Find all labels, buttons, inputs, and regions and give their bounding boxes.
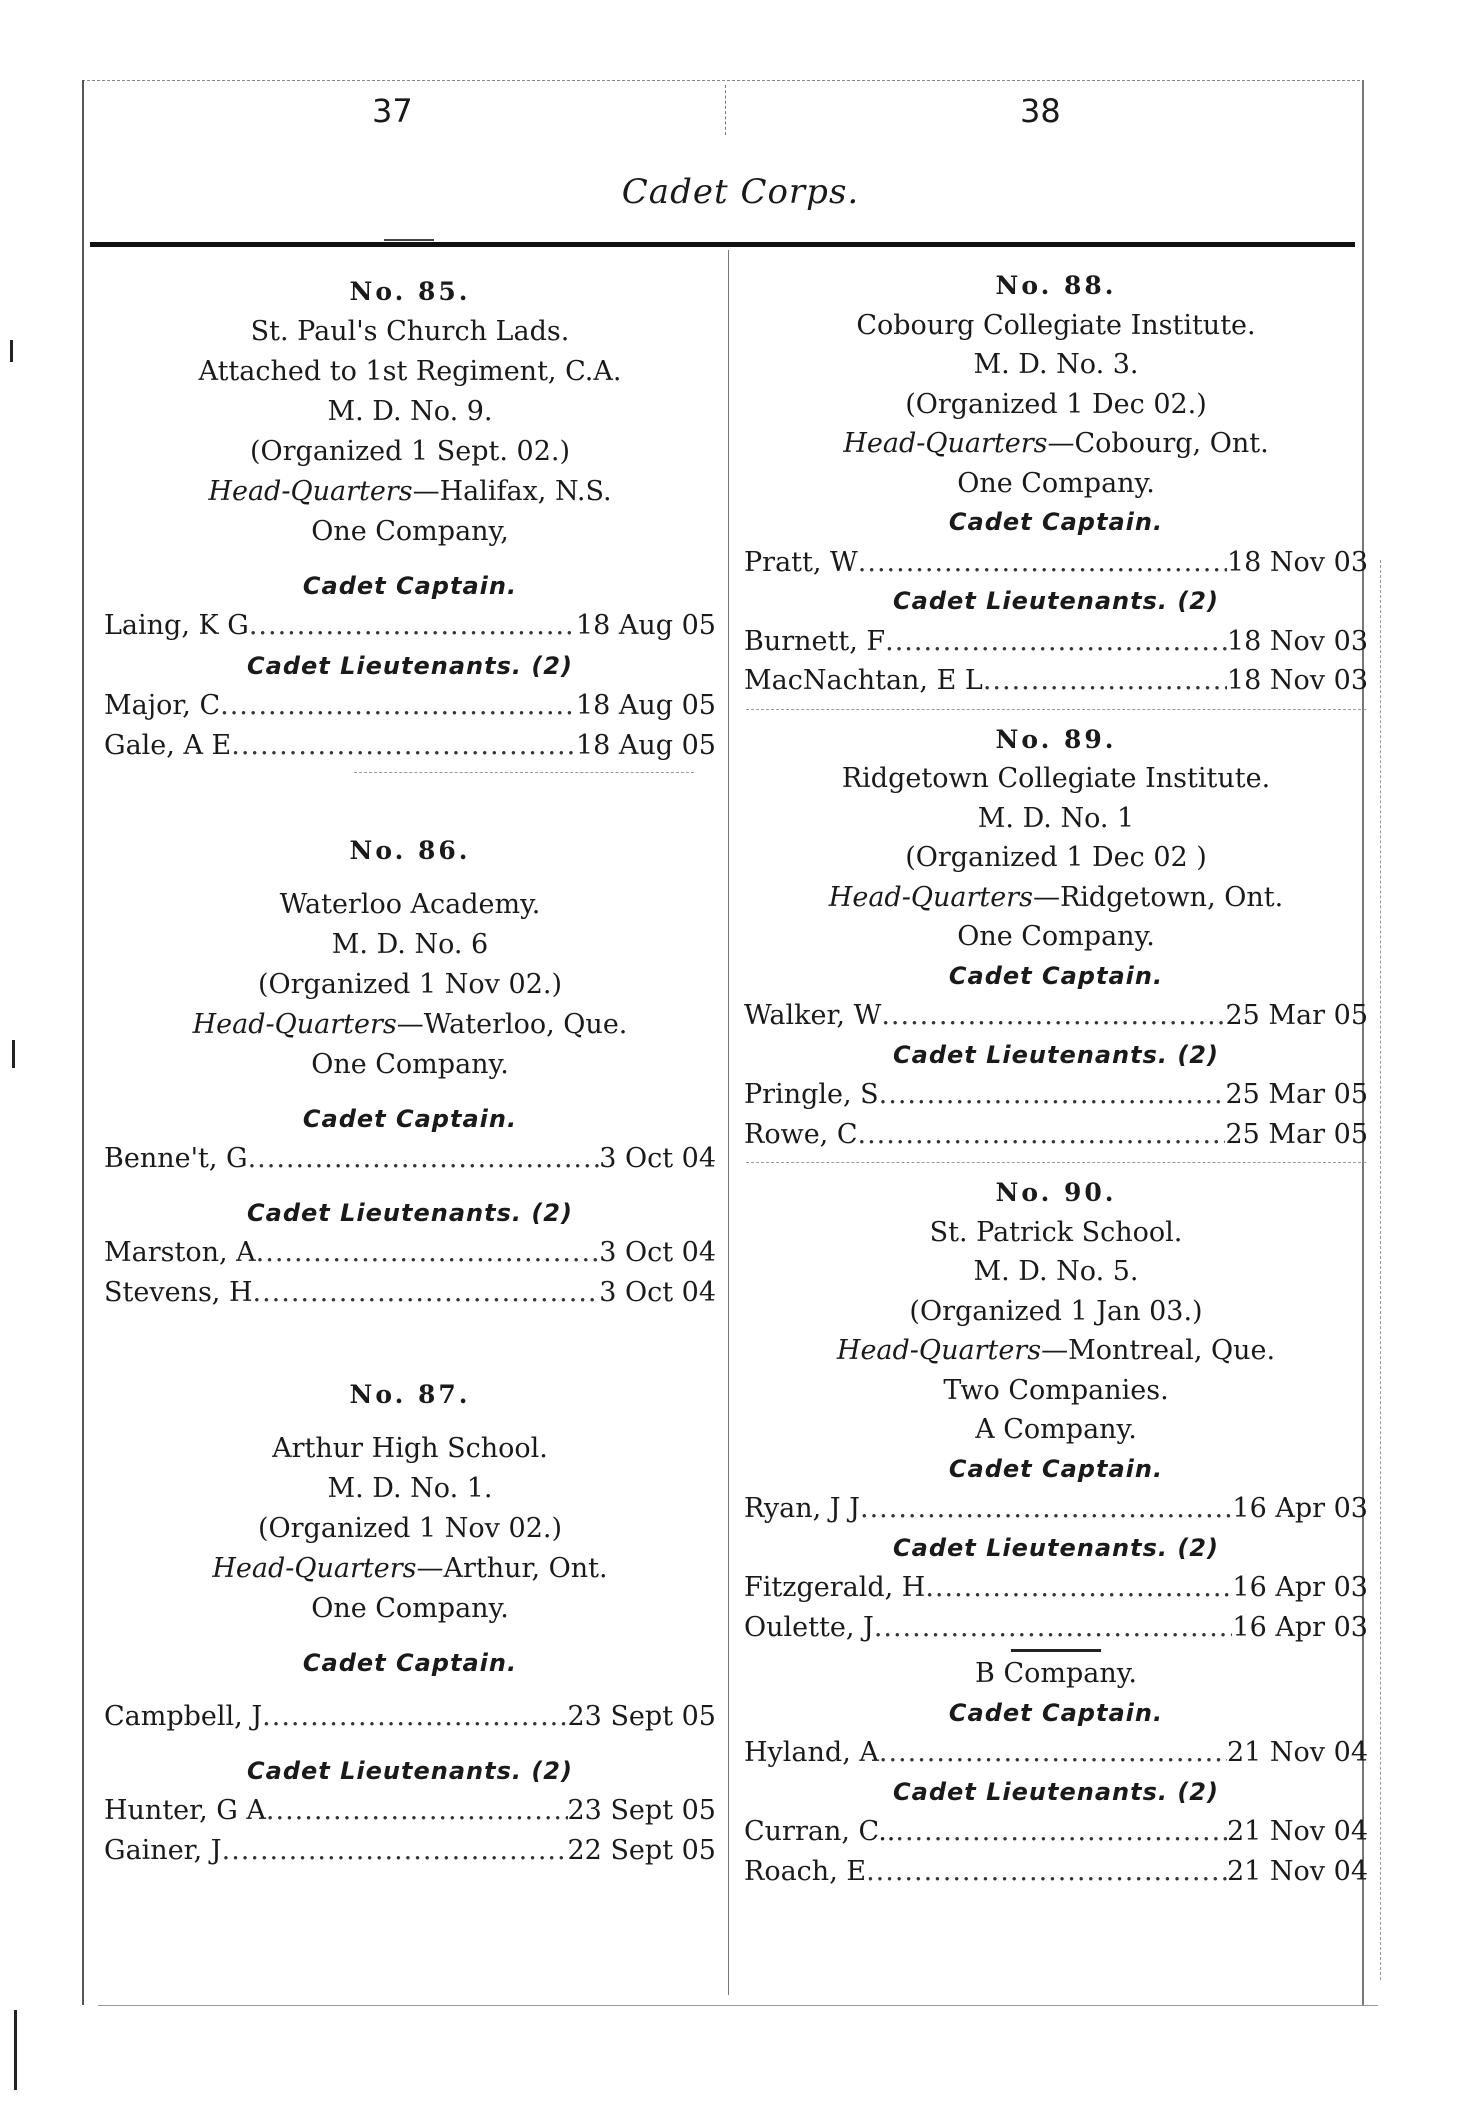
lieutenants-heading: Cadet Lieutenants. (2) [893,1777,1219,1806]
commission-date: 22 Sept 05 [567,1835,716,1866]
unit-number: No. 88. [995,271,1117,300]
lieutenants-heading: Cadet Lieutenants. (2) [247,1757,573,1785]
unit-name: Arthur High School. [272,1433,548,1464]
commission-date: 21 Nov 04 [1226,1816,1368,1847]
headquarters-label: Head-Quarters [212,1553,417,1584]
company-a-label: A Company. [975,1414,1137,1445]
roster-entry [104,1233,716,1273]
roster-entry [744,1568,1368,1608]
military-district: M. D. No. 6 [331,929,489,960]
commission-date: 3 Oct 04 [599,1143,716,1174]
roster-entry [104,1139,716,1179]
commission-date: 25 Mar 05 [1225,1000,1368,1031]
officer-name: Stevens, H [104,1277,253,1308]
unit-separator [746,709,1366,710]
commission-date: 16 Apr 03 [1232,1611,1368,1643]
lieutenants-heading: Cadet Lieutenants. (2) [893,1040,1219,1069]
headquarters-place: —Arthur, Ont. [416,1553,608,1584]
company-b-label: B Company. [975,1658,1137,1689]
roster-entry [744,1812,1368,1852]
headquarters-label: Head-Quarters [843,428,1048,459]
commission-date: 16 Apr 03 [1232,1572,1368,1603]
officer-name: Oulette, J [744,1611,874,1643]
unit-name: St. Patrick School. [929,1216,1183,1248]
headquarters [104,1005,716,1045]
officer-name: Ryan, J J [744,1493,860,1524]
officer-name: Gale, A E [104,730,232,761]
officer-name: Curran, C.. [744,1816,896,1847]
commission-date: 3 Oct 04 [599,1237,716,1268]
corps-unit [104,1375,716,1871]
roster-entry [744,996,1368,1036]
unit-attachment: Attached to 1st Regiment, C.A. [198,356,622,387]
military-district: M. D. No. 9. [327,396,493,427]
bottom-rule [98,2005,1378,2006]
roster-entry [744,622,1368,662]
headquarters-place: —Waterloo, Que. [396,1009,628,1040]
commission-date: 18 Aug 05 [575,730,716,761]
corps-unit [744,266,1368,701]
company-count: One Company, [311,516,509,547]
headquarters-label: Head-Quarters [828,881,1033,913]
header-divider [725,85,726,135]
roster-entry [744,1608,1368,1648]
military-district: M. D. No. 3. [973,349,1139,380]
headquarters-label: Head-Quarters [836,1335,1042,1366]
unit-name: Cobourg Collegiate Institute. [856,309,1256,341]
officer-name: Hyland, A [744,1737,879,1768]
company-count: One Company. [311,1593,509,1624]
captain-heading: Cadet Captain. [948,961,1164,990]
unit-number: No. 90. [995,1178,1117,1207]
military-district: M. D. No. 1. [327,1473,493,1504]
corps-unit [744,1173,1368,1891]
headquarters-place: —Ridgetown, Ont. [1032,881,1284,913]
commission-date: 16 Apr 03 [1232,1493,1368,1524]
commission-date: 25 Mar 05 [1225,1079,1368,1110]
right-column [744,266,1368,1891]
lieutenants-heading: Cadet Lieutenants. (2) [893,1533,1219,1562]
page-heading: Cadet Corps. [621,172,860,212]
roster-entry [104,726,716,766]
corps-unit [744,720,1368,1155]
unit-number: No. 85. [349,277,471,306]
margin-mark [12,1040,15,1068]
roster-entry [744,543,1368,583]
captain-heading: Cadet Captain. [948,1698,1164,1727]
roster-entry [744,1115,1368,1155]
unit-number: No. 89. [995,724,1117,754]
lieutenants-heading: Cadet Lieutenants. (2) [893,587,1219,615]
officer-name: Laing, K G [104,610,249,641]
headquarters-place: —Halifax, N.S. [412,476,612,507]
commission-date: 21 Nov 04 [1226,1737,1368,1768]
officer-name: Pratt, W [744,546,858,578]
headquarters-label: Head-Quarters [192,1009,397,1040]
unit-name: St. Paul's Church Lads. [250,316,570,347]
headquarters [744,1331,1368,1371]
commission-date: 25 Mar 05 [1225,1118,1368,1150]
page-number-right: 38 [1020,92,1061,130]
officer-name: Burnett, F [744,625,886,657]
captain-heading: Cadet Captain. [302,572,518,600]
commission-date: 18 Nov 03 [1226,665,1368,696]
commission-date: 18 Nov 03 [1226,625,1368,657]
headquarters-place: —Cobourg, Ont. [1047,428,1269,459]
officer-name: Hunter, G A [104,1795,266,1826]
captain-heading: Cadet Captain. [302,1649,518,1677]
margin-mark [10,340,13,362]
officer-name: Pringle, S [744,1079,879,1110]
officer-name: Gainer, J [104,1835,222,1866]
captain-heading: Cadet Captain. [948,508,1164,536]
left-column [104,272,716,1871]
roster-entry [744,1733,1368,1773]
lieutenants-heading: Cadet Lieutenants. (2) [247,1199,573,1227]
organized-date: (Organized 1 Dec 02.) [905,388,1207,420]
company-count: One Company. [311,1049,509,1080]
officer-name: MacNachtan, E L [744,665,983,696]
unit-name: Waterloo Academy. [279,889,541,920]
officer-name: Campbell, J [104,1701,263,1732]
military-district: M. D. No. 1 [977,802,1135,834]
commission-date: 18 Aug 05 [575,690,716,721]
header-dash [384,239,434,241]
unit-name: Ridgetown Collegiate Institute. [841,763,1271,794]
headquarters [104,472,716,512]
commission-date: 3 Oct 04 [599,1277,716,1308]
headquarters [104,1549,716,1589]
company-count: Two Companies. [943,1374,1169,1406]
organized-date: (Organized 1 Dec 02 ) [905,842,1207,873]
officer-name: Rowe, C [744,1118,858,1150]
officer-name: Benne't, G [104,1143,248,1174]
officer-name: Marston, A [104,1237,256,1268]
organized-date: (Organized 1 Jan 03.) [909,1295,1203,1327]
officer-name: Fitzgerald, H [744,1572,926,1603]
roster-entry [744,1489,1368,1529]
corps-unit [104,831,716,1313]
headquarters [744,878,1368,918]
page-number-left: 37 [372,92,413,130]
headquarters-place: —Montreal, Que. [1041,1335,1276,1366]
company-count: One Company. [957,467,1155,499]
company-separator [1011,1649,1101,1652]
commission-date: 18 Aug 05 [575,610,716,641]
commission-date: 23 Sept 05 [567,1795,716,1826]
roster-entry [104,1697,716,1737]
commission-date: 18 Nov 03 [1226,546,1368,578]
roster-entry [104,1273,716,1313]
officer-name: Roach, E [744,1855,867,1887]
right-edge-rule [1380,560,1381,1980]
unit-number: No. 86. [349,836,471,865]
company-count: One Company. [957,921,1155,952]
corps-unit [104,272,716,766]
organized-date: (Organized 1 Nov 02.) [257,969,562,1000]
header-rule [90,242,1355,247]
commission-date: 21 Nov 04 [1226,1855,1368,1887]
unit-separator [354,772,694,773]
roster-entry [744,661,1368,701]
roster-entry [744,1075,1368,1115]
officer-name: Walker, W [744,1000,882,1031]
captain-heading: Cadet Captain. [948,1454,1164,1483]
headquarters-label: Head-Quarters [208,476,413,507]
organized-date: (Organized 1 Sept. 02.) [249,436,571,467]
roster-entry [104,686,716,726]
commission-date: 23 Sept 05 [567,1701,716,1732]
officer-name: Major, C [104,690,221,721]
organized-date: (Organized 1 Nov 02.) [257,1513,562,1544]
headquarters [744,424,1368,464]
military-district: M. D. No. 5. [973,1256,1139,1287]
column-divider [728,250,729,1995]
roster-entry [104,606,716,646]
roster-entry [104,1791,716,1831]
roster-entry [104,1831,716,1871]
unit-separator [746,1162,1366,1163]
margin-mark [14,2010,17,2090]
captain-heading: Cadet Captain. [302,1105,518,1133]
lieutenants-heading: Cadet Lieutenants. (2) [247,652,573,680]
unit-number: No. 87. [349,1380,471,1409]
roster-entry [744,1852,1368,1892]
